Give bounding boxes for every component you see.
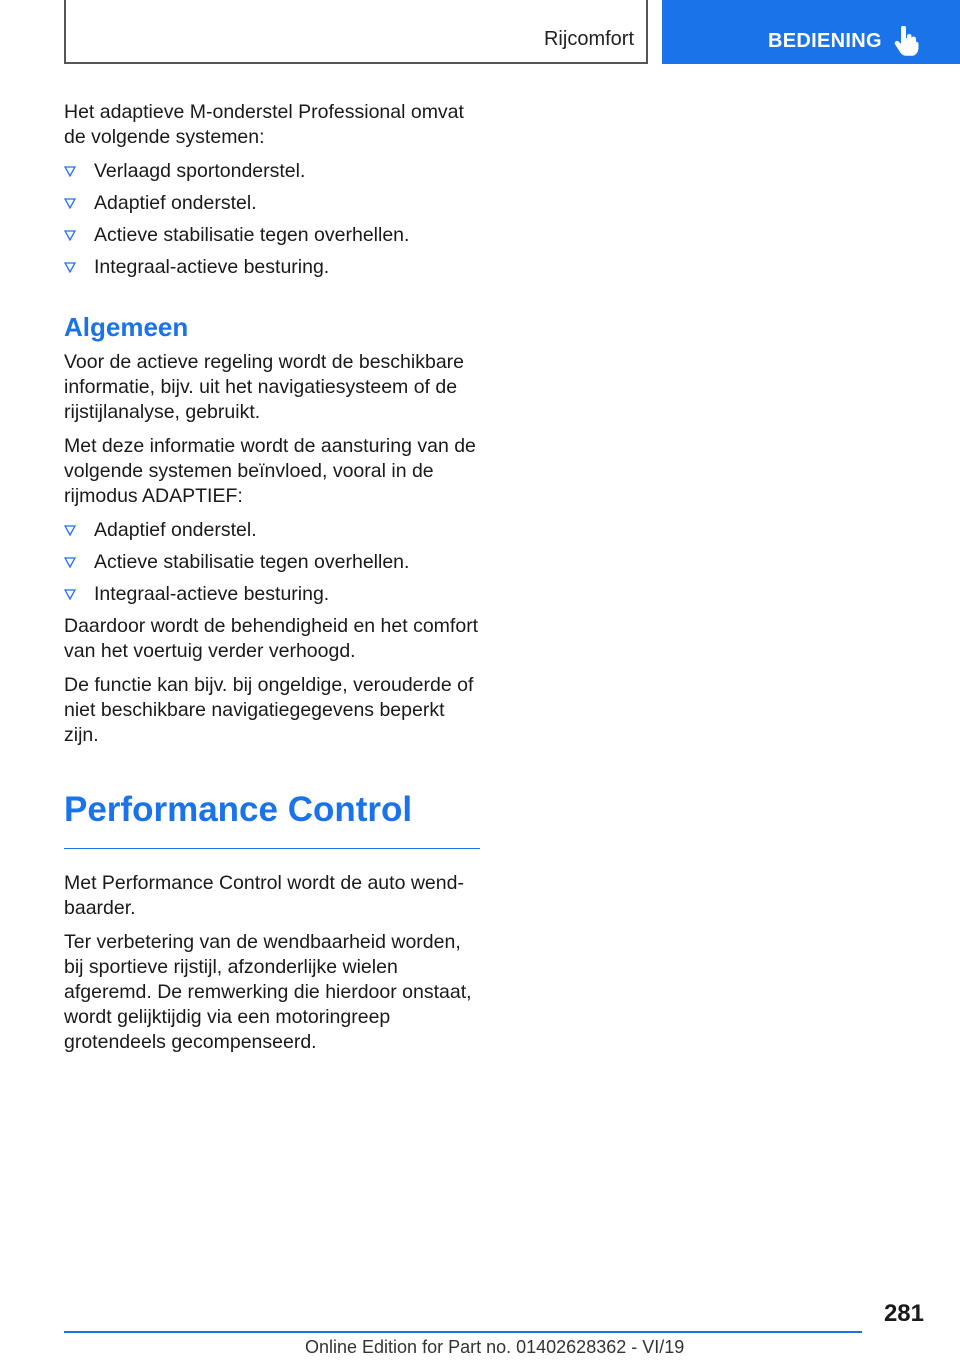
performance-paragraph: Met Performance Control wordt de auto wendbaarder.: [64, 872, 464, 919]
list-item: Adaptief onderstel.: [64, 518, 480, 543]
list-item: Integraal-actieve besturing.: [64, 582, 480, 607]
list-item: Verlaagd sportonderstel.: [64, 159, 480, 184]
triangle-bullet-icon: [64, 262, 76, 273]
triangle-bullet-icon: [64, 230, 76, 241]
list-item: Actieve stabilisatie tegen overhellen.: [64, 550, 480, 575]
triangle-bullet-icon: [64, 557, 76, 568]
header-chapter-label: BEDIENING: [768, 30, 882, 52]
list-item: Integraal-actieve besturing.: [64, 255, 480, 280]
algemeen-paragraph: Daardoor wordt de behendigheid en het comfort van het voertuig verder verhoogd.: [64, 615, 479, 662]
triangle-bullet-icon: [64, 166, 76, 177]
algemeen-paragraph: De functie kan bijv. bij ongeldige, verouderde of niet beschikbare navigatiegegevens beperkt zijn.: [64, 674, 474, 746]
triangle-bullet-icon: [64, 198, 76, 209]
footer-edition: Online Edition for Part no. 01402628362 - VI/19: [305, 1337, 685, 1357]
hand-pointer-icon: [893, 26, 919, 56]
header-section-title: Rijcomfort: [543, 28, 634, 50]
list-item: Actieve stabilisatie tegen overhellen.: [64, 223, 480, 248]
section-heading-algemeen: Algemeen: [64, 312, 189, 342]
intro-list: [64, 159, 480, 280]
header-section-box: [64, 0, 648, 64]
page-number: 281: [883, 1300, 924, 1327]
heading-divider: [64, 848, 480, 849]
algemeen-paragraph: Voor de actieve regeling wordt de beschikbare informatie, bijv. uit het navigatiesysteem of de rijstijlanalyse, gebruikt.: [64, 351, 464, 423]
triangle-bullet-icon: [64, 525, 76, 536]
performance-paragraph: Ter verbetering van de wendbaarheid worden, bij sportieve rijstijl, afzonderlijke wielen afgeremd. De remwerking die hierdoor onstaat, wordt gelijktijdig via een motoringreep grotendeels gecompenseerd.: [64, 931, 472, 1053]
intro-text: Het adaptieve M-onderstel Professional omvat de volgende systemen:: [64, 101, 464, 148]
footer-divider: [64, 1331, 862, 1333]
algemeen-list: [64, 518, 480, 607]
section-heading-performance-control: Performance Control: [64, 790, 413, 829]
algemeen-paragraph: Met deze informatie wordt de aansturing van de volgende systemen beïnvloed, vooral in de rijmodus ADAPTIEF:: [64, 435, 476, 507]
triangle-bullet-icon: [64, 589, 76, 600]
list-item: Adaptief onderstel.: [64, 191, 480, 216]
page-content: [64, 100, 480, 1064]
